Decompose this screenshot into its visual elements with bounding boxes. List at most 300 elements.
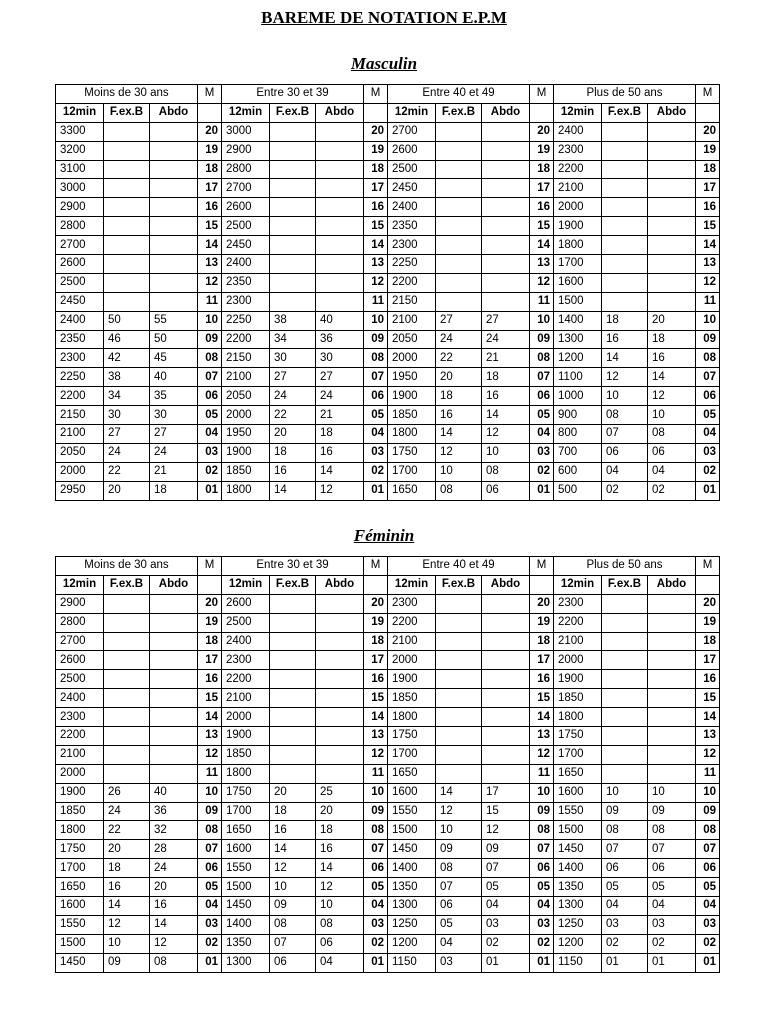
value-cell bbox=[150, 689, 198, 708]
value-cell: 14 bbox=[316, 462, 364, 481]
table-row bbox=[56, 368, 720, 387]
mark-cell: 02 bbox=[696, 934, 720, 953]
value-cell bbox=[648, 141, 696, 160]
mark-cell: 06 bbox=[696, 387, 720, 406]
value-cell: 2300 bbox=[388, 594, 436, 613]
value-cell: 46 bbox=[104, 330, 150, 349]
table-row bbox=[56, 255, 720, 274]
value-cell: 18 bbox=[482, 368, 530, 387]
value-cell: 1650 bbox=[56, 878, 104, 897]
mark-cell: 17 bbox=[530, 179, 554, 198]
value-cell: 40 bbox=[150, 783, 198, 802]
value-cell: 14 bbox=[316, 859, 364, 878]
mark-cell: 06 bbox=[696, 859, 720, 878]
value-cell: 38 bbox=[104, 368, 150, 387]
table-row bbox=[56, 406, 720, 425]
mark-cell: 13 bbox=[364, 727, 388, 746]
value-cell: 2350 bbox=[222, 273, 270, 292]
mark-cell: 04 bbox=[696, 897, 720, 916]
value-cell: 2300 bbox=[554, 141, 602, 160]
value-cell bbox=[436, 292, 482, 311]
value-cell: 2000 bbox=[554, 651, 602, 670]
value-cell: 2500 bbox=[222, 613, 270, 632]
value-cell: 1350 bbox=[554, 878, 602, 897]
value-cell: 2100 bbox=[554, 632, 602, 651]
value-cell bbox=[602, 613, 648, 632]
value-cell: 1500 bbox=[56, 934, 104, 953]
value-cell bbox=[150, 613, 198, 632]
value-cell bbox=[316, 613, 364, 632]
value-cell bbox=[150, 292, 198, 311]
section-title-masculin: Masculin bbox=[350, 54, 418, 73]
mark-cell: 02 bbox=[530, 462, 554, 481]
value-cell: 35 bbox=[150, 387, 198, 406]
value-cell bbox=[648, 745, 696, 764]
value-cell bbox=[104, 613, 150, 632]
value-cell: 27 bbox=[316, 368, 364, 387]
value-cell: 2700 bbox=[388, 122, 436, 141]
value-cell bbox=[482, 255, 530, 274]
mark-cell: 20 bbox=[530, 122, 554, 141]
value-cell: 24 bbox=[150, 443, 198, 462]
value-cell: 50 bbox=[104, 311, 150, 330]
mark-header-spacer bbox=[696, 575, 720, 594]
mark-cell: 17 bbox=[364, 651, 388, 670]
value-cell: 700 bbox=[554, 443, 602, 462]
value-cell: 26 bbox=[104, 783, 150, 802]
mark-cell: 02 bbox=[530, 934, 554, 953]
value-cell bbox=[270, 594, 316, 613]
value-cell: 36 bbox=[316, 330, 364, 349]
value-cell: 1850 bbox=[554, 689, 602, 708]
mark-cell: 09 bbox=[530, 330, 554, 349]
mark-cell: 18 bbox=[364, 160, 388, 179]
value-cell: 2500 bbox=[56, 670, 104, 689]
value-cell bbox=[150, 273, 198, 292]
value-cell: 1650 bbox=[222, 821, 270, 840]
value-cell: 2300 bbox=[554, 594, 602, 613]
value-cell: 50 bbox=[150, 330, 198, 349]
mark-cell: 18 bbox=[696, 160, 720, 179]
value-cell: 2000 bbox=[222, 708, 270, 727]
value-cell: 04 bbox=[602, 462, 648, 481]
value-cell bbox=[104, 141, 150, 160]
mark-cell: 14 bbox=[364, 708, 388, 727]
value-cell bbox=[482, 141, 530, 160]
subheader-row bbox=[56, 103, 720, 122]
value-cell: 34 bbox=[270, 330, 316, 349]
value-cell bbox=[104, 236, 150, 255]
value-cell: 14 bbox=[270, 481, 316, 500]
mark-cell: 11 bbox=[198, 764, 222, 783]
table-row bbox=[56, 160, 720, 179]
value-cell: 1200 bbox=[554, 934, 602, 953]
value-cell: 2100 bbox=[388, 632, 436, 651]
value-cell: 1500 bbox=[222, 878, 270, 897]
value-cell bbox=[436, 160, 482, 179]
value-cell: 08 bbox=[602, 406, 648, 425]
value-cell bbox=[104, 727, 150, 746]
mark-cell: 20 bbox=[696, 122, 720, 141]
value-cell: 05 bbox=[436, 915, 482, 934]
mark-cell: 03 bbox=[364, 915, 388, 934]
value-cell bbox=[602, 708, 648, 727]
table-row bbox=[56, 670, 720, 689]
value-cell: 1750 bbox=[388, 727, 436, 746]
value-cell bbox=[104, 632, 150, 651]
mark-cell: 12 bbox=[696, 745, 720, 764]
mark-cell: 02 bbox=[364, 462, 388, 481]
mark-cell: 18 bbox=[530, 160, 554, 179]
value-cell bbox=[482, 160, 530, 179]
value-cell: 2000 bbox=[222, 406, 270, 425]
value-cell: 14 bbox=[436, 783, 482, 802]
value-cell bbox=[482, 217, 530, 236]
value-cell bbox=[482, 179, 530, 198]
value-cell: 1400 bbox=[554, 311, 602, 330]
value-cell: 16 bbox=[316, 840, 364, 859]
value-cell: 24 bbox=[150, 859, 198, 878]
mark-cell: 20 bbox=[530, 594, 554, 613]
mark-cell: 08 bbox=[364, 821, 388, 840]
mark-cell: 05 bbox=[364, 406, 388, 425]
value-cell: 3200 bbox=[56, 141, 104, 160]
mark-cell: 19 bbox=[696, 141, 720, 160]
age-group-header: Moins de 30 ans bbox=[56, 557, 198, 576]
mark-cell: 15 bbox=[364, 217, 388, 236]
mark-cell: 17 bbox=[696, 651, 720, 670]
value-cell: 1450 bbox=[554, 840, 602, 859]
value-cell: 04 bbox=[602, 897, 648, 916]
table-row bbox=[56, 330, 720, 349]
value-cell bbox=[436, 255, 482, 274]
table-row bbox=[56, 273, 720, 292]
mark-cell: 03 bbox=[198, 915, 222, 934]
value-cell: 2600 bbox=[222, 198, 270, 217]
value-cell: 21 bbox=[150, 462, 198, 481]
mark-cell: 11 bbox=[364, 292, 388, 311]
value-cell: 04 bbox=[482, 897, 530, 916]
subheader-cell: 12min bbox=[222, 575, 270, 594]
value-cell bbox=[104, 708, 150, 727]
table-row bbox=[56, 764, 720, 783]
value-cell bbox=[316, 708, 364, 727]
value-cell bbox=[436, 745, 482, 764]
subheader-cell: F.ex.B bbox=[270, 103, 316, 122]
value-cell: 10 bbox=[602, 783, 648, 802]
value-cell bbox=[436, 179, 482, 198]
value-cell: 1750 bbox=[222, 783, 270, 802]
value-cell: 1300 bbox=[554, 897, 602, 916]
value-cell: 3100 bbox=[56, 160, 104, 179]
value-cell: 01 bbox=[482, 953, 530, 972]
value-cell bbox=[602, 217, 648, 236]
value-cell bbox=[150, 179, 198, 198]
mark-cell: 11 bbox=[530, 764, 554, 783]
value-cell bbox=[316, 727, 364, 746]
value-cell: 1150 bbox=[388, 953, 436, 972]
table-row bbox=[56, 821, 720, 840]
mark-header-spacer bbox=[530, 575, 554, 594]
group-header-row bbox=[56, 85, 720, 104]
value-cell: 1450 bbox=[56, 953, 104, 972]
subheader-cell: 12min bbox=[56, 103, 104, 122]
mark-header-spacer bbox=[364, 103, 388, 122]
mark-cell: 17 bbox=[364, 179, 388, 198]
value-cell: 16 bbox=[150, 897, 198, 916]
value-cell: 03 bbox=[602, 915, 648, 934]
value-cell: 1200 bbox=[388, 934, 436, 953]
value-cell bbox=[602, 651, 648, 670]
mark-cell: 19 bbox=[364, 613, 388, 632]
mark-cell: 16 bbox=[198, 670, 222, 689]
value-cell: 16 bbox=[648, 349, 696, 368]
mark-cell: 14 bbox=[198, 708, 222, 727]
mark-header: M bbox=[696, 85, 720, 104]
value-cell: 40 bbox=[150, 368, 198, 387]
value-cell: 2900 bbox=[56, 594, 104, 613]
mark-header: M bbox=[198, 85, 222, 104]
mark-header-spacer bbox=[530, 103, 554, 122]
table-row bbox=[56, 953, 720, 972]
value-cell bbox=[150, 651, 198, 670]
table-row bbox=[56, 425, 720, 444]
value-cell bbox=[104, 651, 150, 670]
value-cell: 2600 bbox=[388, 141, 436, 160]
value-cell: 2450 bbox=[222, 236, 270, 255]
value-cell: 12 bbox=[316, 481, 364, 500]
mark-cell: 13 bbox=[364, 255, 388, 274]
value-cell bbox=[150, 632, 198, 651]
value-cell: 08 bbox=[436, 859, 482, 878]
value-cell bbox=[316, 160, 364, 179]
value-cell bbox=[270, 141, 316, 160]
subheader-cell: Abdo bbox=[648, 575, 696, 594]
mark-cell: 02 bbox=[198, 934, 222, 953]
value-cell: 24 bbox=[436, 330, 482, 349]
value-cell bbox=[648, 179, 696, 198]
value-cell: 1750 bbox=[554, 727, 602, 746]
value-cell bbox=[104, 198, 150, 217]
mark-cell: 07 bbox=[198, 368, 222, 387]
value-cell: 24 bbox=[104, 802, 150, 821]
subheader-cell: Abdo bbox=[150, 103, 198, 122]
value-cell: 08 bbox=[482, 462, 530, 481]
value-cell: 2500 bbox=[222, 217, 270, 236]
value-cell: 15 bbox=[482, 802, 530, 821]
value-cell bbox=[316, 179, 364, 198]
value-cell bbox=[602, 764, 648, 783]
value-cell: 2000 bbox=[56, 462, 104, 481]
value-cell: 22 bbox=[104, 821, 150, 840]
value-cell: 10 bbox=[482, 443, 530, 462]
value-cell: 2100 bbox=[56, 425, 104, 444]
value-cell: 2900 bbox=[56, 198, 104, 217]
mark-cell: 20 bbox=[198, 122, 222, 141]
value-cell bbox=[648, 689, 696, 708]
mark-cell: 10 bbox=[364, 783, 388, 802]
value-cell bbox=[482, 613, 530, 632]
value-cell: 3300 bbox=[56, 122, 104, 141]
mark-cell: 04 bbox=[198, 425, 222, 444]
value-cell: 2050 bbox=[388, 330, 436, 349]
value-cell: 1800 bbox=[554, 708, 602, 727]
mark-cell: 12 bbox=[364, 273, 388, 292]
value-cell bbox=[602, 273, 648, 292]
value-cell: 07 bbox=[270, 934, 316, 953]
value-cell: 09 bbox=[104, 953, 150, 972]
mark-header-spacer bbox=[696, 103, 720, 122]
value-cell bbox=[270, 236, 316, 255]
mark-cell: 05 bbox=[696, 878, 720, 897]
value-cell: 12 bbox=[316, 878, 364, 897]
value-cell: 09 bbox=[436, 840, 482, 859]
value-cell: 1250 bbox=[388, 915, 436, 934]
mark-cell: 11 bbox=[364, 764, 388, 783]
table-row bbox=[56, 141, 720, 160]
mark-cell: 05 bbox=[530, 406, 554, 425]
mark-header: M bbox=[364, 85, 388, 104]
mark-cell: 11 bbox=[530, 292, 554, 311]
value-cell bbox=[104, 122, 150, 141]
value-cell: 1900 bbox=[388, 670, 436, 689]
value-cell: 2000 bbox=[554, 198, 602, 217]
value-cell bbox=[150, 236, 198, 255]
value-cell: 1200 bbox=[554, 349, 602, 368]
mark-cell: 16 bbox=[364, 198, 388, 217]
value-cell: 40 bbox=[316, 311, 364, 330]
value-cell bbox=[482, 594, 530, 613]
value-cell: 2700 bbox=[56, 236, 104, 255]
mark-cell: 12 bbox=[198, 745, 222, 764]
mark-cell: 20 bbox=[364, 594, 388, 613]
age-group-header: Entre 40 et 49 bbox=[388, 557, 530, 576]
subheader-cell: F.ex.B bbox=[436, 103, 482, 122]
subheader-cell: Abdo bbox=[482, 103, 530, 122]
table-row bbox=[56, 727, 720, 746]
value-cell bbox=[436, 236, 482, 255]
mark-cell: 09 bbox=[696, 330, 720, 349]
value-cell: 2250 bbox=[388, 255, 436, 274]
value-cell bbox=[482, 236, 530, 255]
mark-cell: 10 bbox=[198, 311, 222, 330]
mark-cell: 01 bbox=[530, 481, 554, 500]
mark-cell: 01 bbox=[364, 481, 388, 500]
table-row bbox=[56, 632, 720, 651]
value-cell: 04 bbox=[648, 462, 696, 481]
value-cell: 06 bbox=[648, 443, 696, 462]
mark-cell: 12 bbox=[364, 745, 388, 764]
value-cell: 12 bbox=[436, 802, 482, 821]
value-cell bbox=[648, 708, 696, 727]
mark-cell: 19 bbox=[530, 613, 554, 632]
mark-cell: 03 bbox=[364, 443, 388, 462]
mark-cell: 18 bbox=[198, 160, 222, 179]
subheader-cell: Abdo bbox=[150, 575, 198, 594]
mark-cell: 14 bbox=[364, 236, 388, 255]
subheader-cell: Abdo bbox=[482, 575, 530, 594]
value-cell bbox=[436, 764, 482, 783]
value-cell: 03 bbox=[436, 953, 482, 972]
mark-header: M bbox=[364, 557, 388, 576]
value-cell: 2300 bbox=[222, 292, 270, 311]
value-cell: 21 bbox=[316, 406, 364, 425]
mark-cell: 18 bbox=[198, 632, 222, 651]
value-cell: 09 bbox=[482, 840, 530, 859]
mark-cell: 09 bbox=[530, 802, 554, 821]
mark-cell: 13 bbox=[530, 727, 554, 746]
value-cell: 55 bbox=[150, 311, 198, 330]
value-cell: 2800 bbox=[222, 160, 270, 179]
value-cell bbox=[316, 292, 364, 311]
value-cell: 34 bbox=[104, 387, 150, 406]
value-cell bbox=[482, 651, 530, 670]
value-cell bbox=[436, 594, 482, 613]
value-cell: 1700 bbox=[388, 745, 436, 764]
mark-cell: 08 bbox=[530, 821, 554, 840]
mark-cell: 08 bbox=[696, 349, 720, 368]
value-cell: 20 bbox=[270, 425, 316, 444]
value-cell: 2400 bbox=[388, 198, 436, 217]
value-cell bbox=[270, 764, 316, 783]
mark-cell: 09 bbox=[198, 330, 222, 349]
mark-cell: 17 bbox=[530, 651, 554, 670]
value-cell: 2100 bbox=[554, 179, 602, 198]
value-cell bbox=[150, 141, 198, 160]
mark-cell: 06 bbox=[198, 859, 222, 878]
value-cell bbox=[150, 594, 198, 613]
table-feminin bbox=[55, 556, 720, 973]
mark-cell: 04 bbox=[530, 425, 554, 444]
value-cell: 1250 bbox=[554, 915, 602, 934]
value-cell: 1850 bbox=[222, 745, 270, 764]
value-cell bbox=[316, 236, 364, 255]
value-cell: 1600 bbox=[222, 840, 270, 859]
value-cell: 24 bbox=[316, 387, 364, 406]
value-cell: 27 bbox=[150, 425, 198, 444]
value-cell bbox=[270, 670, 316, 689]
value-cell: 2200 bbox=[222, 670, 270, 689]
mark-cell: 15 bbox=[696, 217, 720, 236]
subheader-cell: F.ex.B bbox=[270, 575, 316, 594]
value-cell bbox=[602, 179, 648, 198]
value-cell bbox=[436, 198, 482, 217]
mark-cell: 11 bbox=[696, 764, 720, 783]
value-cell: 1900 bbox=[554, 217, 602, 236]
value-cell bbox=[602, 141, 648, 160]
value-cell: 1500 bbox=[388, 821, 436, 840]
value-cell: 2300 bbox=[388, 236, 436, 255]
value-cell bbox=[150, 160, 198, 179]
value-cell: 2600 bbox=[56, 651, 104, 670]
mark-cell: 02 bbox=[198, 462, 222, 481]
table-row bbox=[56, 783, 720, 802]
table-row bbox=[56, 349, 720, 368]
value-cell: 12 bbox=[104, 915, 150, 934]
subheader-row bbox=[56, 575, 720, 594]
value-cell bbox=[270, 708, 316, 727]
subheader-cell: F.ex.B bbox=[104, 575, 150, 594]
value-cell: 1400 bbox=[388, 859, 436, 878]
mark-cell: 09 bbox=[696, 802, 720, 821]
value-cell bbox=[602, 670, 648, 689]
value-cell bbox=[104, 255, 150, 274]
value-cell bbox=[270, 613, 316, 632]
value-cell: 12 bbox=[648, 387, 696, 406]
value-cell: 20 bbox=[648, 311, 696, 330]
value-cell: 1600 bbox=[388, 783, 436, 802]
value-cell: 02 bbox=[482, 934, 530, 953]
